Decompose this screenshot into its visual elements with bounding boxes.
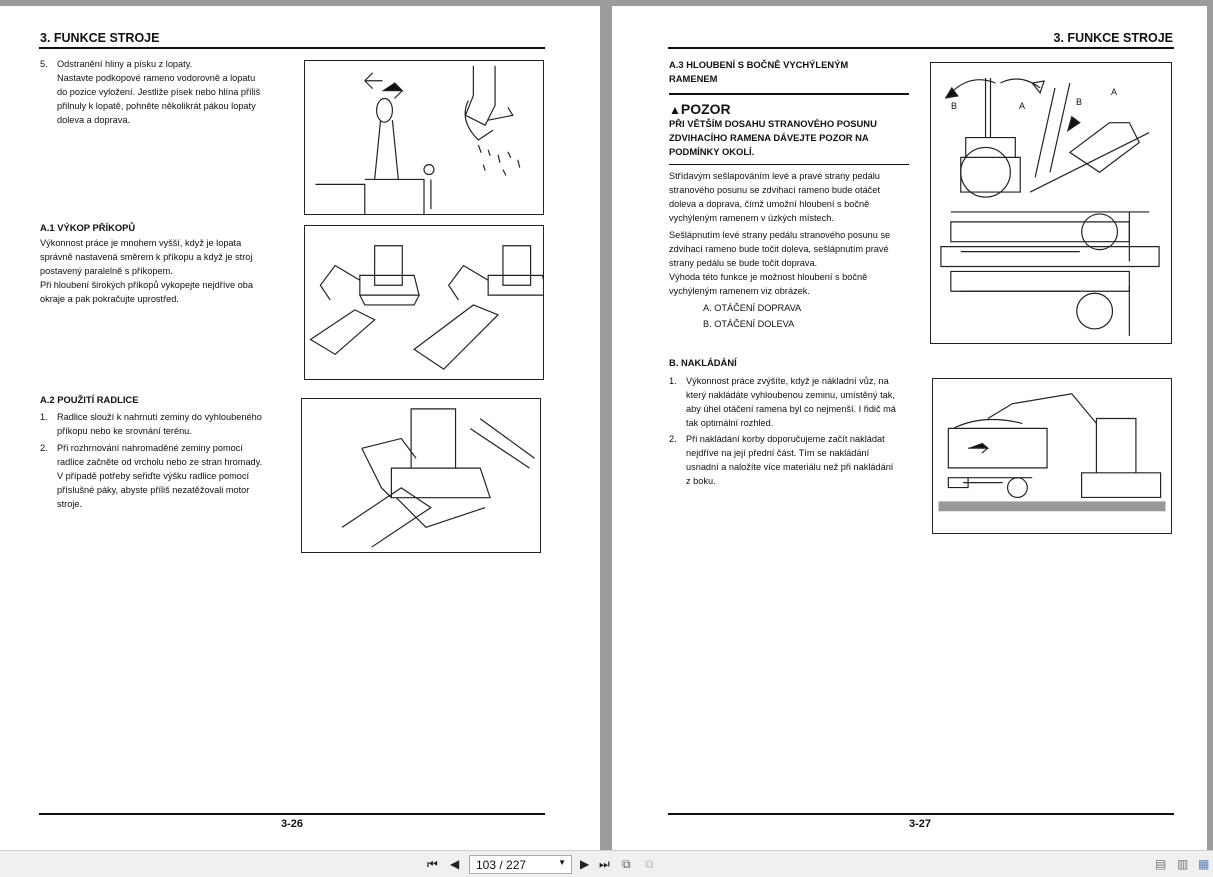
item-number: 2.: [40, 443, 48, 453]
figure-label: A: [1111, 87, 1118, 97]
section-title: RAMENEM: [669, 73, 718, 84]
text-line: Výhoda této funkce je možnost hloubení s bočně: [669, 272, 868, 282]
page-number: 3-27: [908, 818, 932, 830]
item-number: 1.: [669, 376, 677, 386]
section-a3: [669, 58, 909, 332]
blade-usage-illustration: [301, 398, 541, 553]
text-line: V případě potřeby seřiďte výšku radlice pomocí: [57, 471, 250, 481]
text-line: Střídavým sešlapováním levé a pravé strany pedálu: [669, 171, 880, 181]
header-rule: [668, 47, 1174, 49]
text-line: Radlice slouží k nahrnutí zeminy do vyhloubeného: [57, 412, 262, 422]
option-a: A. OTÁČENÍ DOPRAVA: [703, 303, 802, 313]
item-5: [40, 57, 290, 127]
footer-rule: [668, 813, 1174, 815]
previous-page-icon[interactable]: ◀: [450, 857, 460, 871]
text-line: Výkonnost práce zvýšíte, když je nákladní vůz, na: [686, 376, 889, 386]
divider: [669, 93, 909, 95]
copy-page-icon[interactable]: ⧉: [622, 857, 631, 871]
text-line: tak optimální rozhled.: [686, 418, 774, 428]
text-line: Nastavte podkopové rameno vodorovně a lopatu: [57, 73, 256, 83]
figure-label: A: [1019, 101, 1026, 111]
section-title: A.1 VÝKOP PŘÍKOPŮ: [40, 222, 136, 233]
text-line: aby úhel otáčení ramena byl co nejmenší. I řidič má: [686, 404, 896, 414]
text-line: usnadní a naložíte více materiálu než při nakládání: [686, 462, 894, 472]
option-b: B. OTÁČENÍ DOLEVA: [703, 319, 795, 329]
figure-label: B: [951, 101, 958, 111]
right-page: [612, 6, 1207, 850]
item-number: 2.: [669, 434, 677, 444]
text-line: příslušné páky, abyste příliš nezatěžovali motor: [57, 485, 250, 495]
text-line: zdvihací rameno bude točit doleva, sešlápnutím pravé: [669, 244, 889, 254]
page-number: 3-26: [280, 818, 304, 830]
text-line: nejdříve na její přední část. Tím se nakládání: [686, 448, 870, 458]
last-page-icon[interactable]: ⏭: [599, 857, 610, 871]
list-item: [40, 441, 290, 511]
page-selector[interactable]: [469, 855, 572, 874]
section-title: A.3 HLOUBENÍ S BOČNĚ VYCHÝLENÝM: [669, 59, 849, 70]
warning-title: POZOR: [680, 100, 731, 117]
bucket-shake-illustration: [304, 60, 544, 215]
text-line: Při rozhrnování nahromaděné zeminy pomocí: [57, 443, 243, 453]
text-line: vychýleným ramenem viz obrázek.: [669, 286, 810, 296]
warning-triangle-icon: ▲: [669, 102, 681, 117]
two-page-view-icon[interactable]: ▦: [1198, 857, 1210, 871]
header-rule: [39, 47, 545, 49]
page-display: 103 / 227: [476, 858, 527, 872]
divider: [669, 164, 909, 166]
text-line: doleva a doprava.: [57, 115, 131, 125]
text-line: z boku.: [686, 476, 716, 486]
item-number: 5.: [40, 59, 48, 69]
chevron-down-icon: ▼: [558, 858, 566, 867]
item-number: 1.: [40, 412, 48, 422]
left-page: [0, 6, 600, 850]
text-line: přilnuly k lopatě, pohněte několikrát pákou lopaty: [57, 101, 256, 111]
text-line: strany pedálu se bude točit doprava.: [669, 258, 818, 268]
text-line: Odstranění hliny a písku z lopaty.: [57, 59, 193, 69]
text-line: správně nastavená směrem k příkopu a když je stroj: [40, 252, 253, 262]
text-line: vychýleným ramenem v úzkých místech.: [669, 213, 834, 223]
list-item: [40, 410, 290, 438]
trench-digging-illustration: [304, 225, 544, 380]
text-line: stroje.: [57, 499, 83, 509]
text-line: který nakládáte vyhloubenou zeminu, umístěný tak,: [686, 390, 895, 400]
first-page-icon[interactable]: ⏮: [427, 857, 438, 871]
warning-heading: [669, 101, 909, 117]
text-line: Při hloubení širokých příkopů vykopejte nejdříve oba: [40, 280, 253, 290]
warning-line: PODMÍNKY OKOLÍ.: [669, 145, 755, 157]
list-item: [669, 432, 914, 488]
text-line: Výkonnost práce je mnohem vyšší, když je lopata: [40, 238, 242, 248]
text-line: radlice začněte od vrcholu nebo ze stran hromady.: [57, 457, 263, 467]
section-header: 3. FUNKCE STROJE: [40, 31, 160, 45]
text-line: postavený paralelně s příkopem.: [40, 266, 173, 276]
figure-label: B: [1076, 97, 1083, 107]
section-a2: [40, 393, 290, 511]
text-line: doleva a doprava, čímž umožní hloubení s bočně: [669, 199, 870, 209]
truck-loading-illustration: [932, 378, 1172, 534]
section-header: 3. FUNKCE STROJE: [1053, 31, 1173, 45]
section-a1: [40, 221, 290, 306]
offset-boom-illustration: [930, 62, 1172, 344]
next-page-icon[interactable]: ▶: [580, 857, 590, 871]
section-title: B. NAKLÁDÁNÍ: [669, 357, 737, 368]
paste-page-icon[interactable]: ⧉: [645, 857, 654, 871]
text-line: Při nakládání korby doporučujeme začít nakládat: [686, 434, 885, 444]
warning-line: ZDVIHACÍHO RAMENA DÁVEJTE POZOR NA: [669, 131, 869, 143]
warning-line: PŘI VĚTŠÍM DOSAHU STRANOVÉHO POSUNU: [669, 117, 877, 129]
text-line: do pozice vyložení. Jestliže písek nebo hlína příliš: [57, 87, 261, 97]
list-item: [669, 374, 914, 430]
section-title: A.2 POUŽITÍ RADLICE: [40, 394, 139, 405]
text-line: příkopu nebo ke srovnání terénu.: [57, 426, 192, 436]
section-b: [669, 356, 914, 488]
text-line: Sešlápnutím levé strany pedálu stranového posunu se: [669, 230, 891, 240]
continuous-view-icon[interactable]: ▥: [1177, 857, 1189, 871]
text-line: okraje a pak pokračujte uprostřed.: [40, 294, 179, 304]
single-page-view-icon[interactable]: ▤: [1155, 857, 1167, 871]
pdf-toolbar: [0, 850, 1213, 877]
footer-rule: [39, 813, 545, 815]
text-line: stranového posunu se zdvihací rameno bude otáčet: [669, 185, 880, 195]
